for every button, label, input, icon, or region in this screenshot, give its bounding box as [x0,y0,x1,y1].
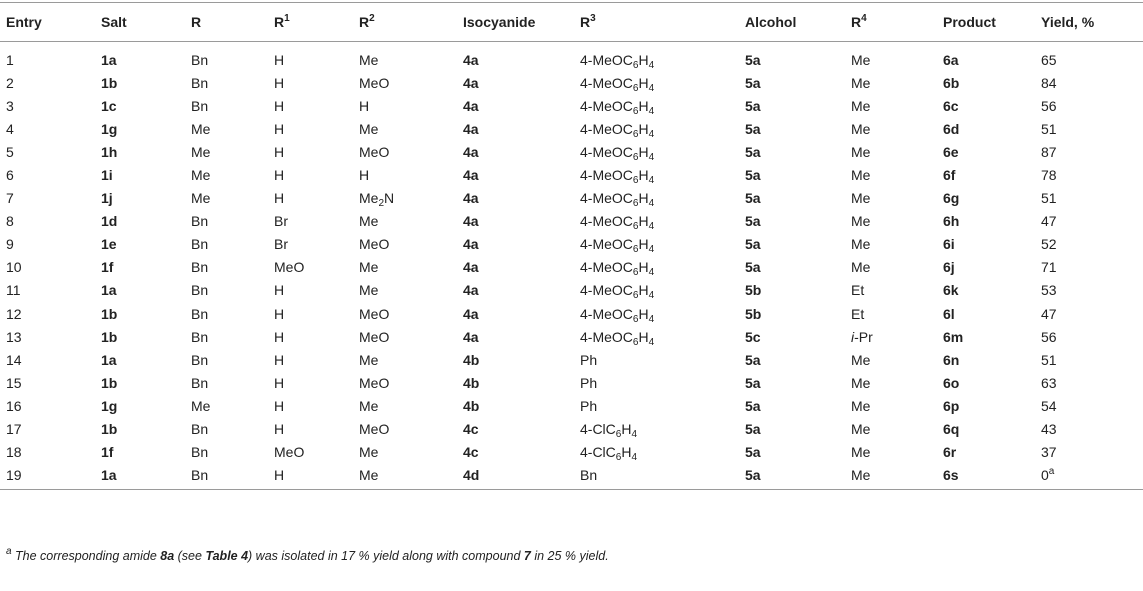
cell-r4: Me [851,259,871,276]
cell-r2: Me [359,444,379,461]
cell-iso: 4a [463,143,479,160]
table-row [0,394,1143,417]
cell-salt: 1b [101,74,118,91]
cell-r2: Me [353,464,457,490]
cell-entry: 15 [6,374,22,391]
cell-r2: Me [359,51,379,68]
cell-r2: Me [359,282,379,299]
cell-r2: Me [359,397,379,414]
cell-yield: 54 [1041,397,1057,414]
cell-r3: $4-ClC_6H_4$ [580,421,638,441]
cell-product: 6f [943,167,956,184]
cell-alcohol: 5a [739,464,845,490]
cell-iso: 4c [463,421,479,438]
cell-alcohol: 5a [745,374,761,391]
cell-salt: 1b [101,328,118,345]
cell-r: Bn [191,259,209,276]
cell-alcohol: 5b [745,282,762,299]
cell-salt: 1a [101,282,117,299]
cell-yield: 65 [1041,51,1057,68]
table-row [0,441,1143,464]
cell-yield: 47 [1041,213,1057,230]
cell-product: 6k [943,282,959,299]
results-table [0,2,1143,490]
col-header-product: Product [937,3,1035,42]
cell-iso: 4a [463,236,479,253]
table-row [0,371,1143,394]
cell-iso: 4a [463,51,479,68]
cell-yield: 51 [1041,351,1057,368]
cell-iso: 4a [463,97,479,114]
cell-r3: $4-MeOC_6H_4$ [580,259,655,279]
footnote-ref-compound: 7 [523,549,531,563]
cell-alcohol: 5a [745,51,761,68]
table-row [0,256,1143,279]
col-header-r2: $R^2$ [353,3,457,42]
cell-r4: Me [845,464,937,490]
table-row [0,348,1143,371]
cell-r3: $4-MeOC_6H_4$ [580,167,655,187]
cell-r: Me [191,397,211,414]
cell-alcohol: 5a [745,259,761,276]
cell-salt: 1j [101,190,113,207]
cell-entry: 3 [6,97,14,114]
cell-product: 6b [943,74,960,91]
cell-product: 6m [943,328,964,345]
cell-r4: Me [851,236,871,253]
cell-r4: Me [851,397,871,414]
cell-iso: 4d [457,464,574,490]
cell-alcohol: 5a [745,190,761,207]
cell-r1: MeO [274,444,305,461]
cell-alcohol: 5a [745,351,761,368]
cell-r1: H [274,167,285,184]
cell-r: Bn [191,351,209,368]
table-row [0,187,1143,210]
cell-r2: H [359,97,370,114]
cell-yield: 71 [1041,259,1057,276]
cell-r4: Et [851,282,865,299]
cell-r1: H [274,74,285,91]
cell-entry: 13 [6,328,22,345]
cell-salt: 1e [101,236,117,253]
cell-iso: 4b [463,374,480,391]
cell-product: 6o [943,374,960,391]
cell-r3: $4-MeOC_6H_4$ [580,51,655,71]
cell-yield: 51 [1041,120,1057,137]
cell-product: 6s [937,464,1035,490]
cell-iso: 4a [463,190,479,207]
footnote-marker: a [6,546,12,557]
cell-r: Bn [191,97,209,114]
footnote-ref-table: Table 4 [205,549,249,563]
cell-r3: $4-MeOC_6H_4$ [580,213,655,233]
cell-yield: 51 [1041,190,1057,207]
cell-salt: 1f [101,259,114,276]
col-header-yield: Yield, % [1035,3,1143,42]
cell-alcohol: 5a [745,143,761,160]
cell-r: Me [191,120,211,137]
cell-r: Bn [191,282,209,299]
cell-entry: 10 [6,259,22,276]
table-row [0,464,1143,490]
cell-product: 6e [943,143,959,160]
cell-salt: 1a [95,464,185,490]
cell-alcohol: 5a [745,97,761,114]
cell-r3: $4-MeOC_6H_4$ [580,236,655,256]
cell-yield: 37 [1041,444,1057,461]
cell-yield: 0$^a$ [1035,464,1143,490]
cell-yield: 56 [1041,328,1057,345]
cell-r: Me [191,190,211,207]
cell-iso: 4a [463,259,479,276]
cell-entry: 18 [6,444,22,461]
cell-r1: H [274,51,285,68]
cell-entry: 8 [6,213,14,230]
cell-r3: $4-MeOC_6H_4$ [580,282,655,302]
cell-product: 6g [943,190,960,207]
cell-r1: H [274,120,285,137]
cell-r: Bn [191,213,209,230]
table-footnote: $^a$ The corresponding amide 8a (see Table 4) was isolated in 17 % yield along with compound 7 in 25 % yield. [6,546,609,563]
cell-salt: 1h [101,143,118,160]
cell-r3: $4-MeOC_6H_4$ [580,120,655,140]
table-body [0,42,1143,490]
cell-r4: Me [851,143,871,160]
cell-r: Bn [191,74,209,91]
cell-r4: Me [851,97,871,114]
cell-product: 6p [943,397,960,414]
header-row [0,3,1143,42]
cell-r3: Ph [580,351,598,368]
cell-iso: 4a [463,120,479,137]
cell-salt: 1b [101,374,118,391]
cell-alcohol: 5a [745,120,761,137]
cell-r1: H [274,397,285,414]
cell-yield: 47 [1041,305,1057,322]
cell-r2: Me [359,120,379,137]
cell-r1: Br [274,236,288,253]
cell-r: Bn [191,51,209,68]
cell-r: Bn [191,236,209,253]
cell-r2: H [359,167,370,184]
cell-product: 6h [943,213,960,230]
cell-yield: 43 [1041,421,1057,438]
cell-r1: H [268,464,353,490]
cell-iso: 4a [463,305,479,322]
cell-r1: H [274,305,285,322]
cell-salt: 1c [101,97,117,114]
cell-r4: Me [851,74,871,91]
cell-alcohol: 5a [745,74,761,91]
cell-entry: 1 [6,51,14,68]
cell-yield: 52 [1041,236,1057,253]
cell-entry: 9 [6,236,14,253]
col-header-salt: Salt [95,3,185,42]
cell-r: Me [191,167,211,184]
footnote-ref-amide: 8a [160,549,175,563]
cell-r4: Me [851,421,871,438]
table-row [0,233,1143,256]
cell-r: Bn [191,421,209,438]
cell-entry: 5 [6,143,14,160]
cell-r2: MeO [359,421,390,438]
cell-entry: 7 [6,190,14,207]
table-row [0,163,1143,186]
cell-product: 6i [943,236,955,253]
cell-product: 6r [943,444,957,461]
cell-r4: Me [851,167,871,184]
cell-salt: 1b [101,421,118,438]
table-row [0,302,1143,325]
table-row [0,210,1143,233]
cell-iso: 4a [463,282,479,299]
cell-r1: H [274,190,285,207]
footnote-marker: a [1048,466,1055,478]
cell-r: Me [191,143,211,160]
cell-product: 6j [943,259,955,276]
cell-r3: $4-MeOC_6H_4$ [580,190,655,210]
cell-yield: 56 [1041,97,1057,114]
cell-r: Bn [191,328,209,345]
cell-iso: 4a [463,328,479,345]
cell-r3: $4-MeOC_6H_4$ [580,97,655,117]
cell-r2: MeO [359,236,390,253]
cell-r4: Me [851,120,871,137]
cell-product: 6c [943,97,959,114]
cell-r4: i-Pr [851,328,873,345]
cell-iso: 4b [463,397,480,414]
cell-entry: 19 [0,464,95,490]
col-header-entry: Entry [0,3,95,42]
col-header-r4: $R^4$ [845,3,937,42]
cell-r1: H [274,282,285,299]
cell-entry: 11 [6,282,21,299]
cell-r: Bn [185,464,268,490]
cell-r3: Ph [580,374,598,391]
cell-r2: Me [359,259,379,276]
cell-r1: H [274,143,285,160]
cell-r2: MeO [359,143,390,160]
cell-yield: 53 [1041,282,1057,299]
cell-r4: Me [851,51,871,68]
cell-r3: $4-MeOC_6H_4$ [580,328,655,348]
cell-entry: 17 [6,421,22,438]
cell-r2: MeO [359,305,390,322]
cell-salt: 1d [101,213,118,230]
cell-r3: Ph [580,397,598,414]
cell-product: 6n [943,351,960,368]
cell-r: Bn [191,305,209,322]
cell-r4: Me [851,374,871,391]
table-row [0,418,1143,441]
cell-alcohol: 5a [745,236,761,253]
cell-alcohol: 5a [745,213,761,230]
cell-salt: 1g [101,120,118,137]
cell-r1: H [274,374,285,391]
cell-iso: 4a [463,167,479,184]
cell-r3: $4-ClC_6H_4$ [580,444,638,464]
cell-r1: H [274,328,285,345]
cell-yield: 63 [1041,374,1057,391]
cell-iso: 4a [463,74,479,91]
table-row [0,140,1143,163]
cell-iso: 4a [463,213,479,230]
cell-r4: Et [851,305,865,322]
cell-r1: H [274,351,285,368]
col-header-r1: $R^1$ [268,3,353,42]
cell-product: 6a [943,51,959,68]
col-header-r3: $R^3$ [574,3,739,42]
cell-entry: 16 [6,397,22,414]
cell-alcohol: 5a [745,421,761,438]
cell-r4: Me [851,444,871,461]
cell-entry: 14 [6,351,22,368]
cell-r3: Bn [574,464,739,490]
cell-r: Bn [191,444,209,461]
cell-salt: 1a [101,351,117,368]
cell-salt: 1i [101,167,113,184]
cell-r2: $Me_2N$ [359,190,395,210]
cell-r4: Me [851,190,871,207]
cell-salt: 1a [101,51,117,68]
cell-r1: MeO [274,259,305,276]
cell-r2: Me [359,213,379,230]
table-row [0,94,1143,117]
cell-product: 6q [943,421,960,438]
cell-alcohol: 5b [745,305,762,322]
cell-product: 6d [943,120,960,137]
cell-yield: 84 [1041,74,1057,91]
cell-alcohol: 5a [745,167,761,184]
col-header-alcohol: Alcohol [739,3,845,42]
table-row [0,325,1143,348]
cell-r3: $4-MeOC_6H_4$ [580,305,655,325]
cell-salt: 1b [101,305,118,322]
cell-r1: H [274,421,285,438]
cell-r2: Me [359,351,379,368]
cell-r2: MeO [359,374,390,391]
cell-alcohol: 5c [745,328,761,345]
table-row [0,279,1143,302]
cell-iso: 4c [463,444,479,461]
cell-entry: 2 [6,74,14,91]
cell-r1: Br [274,213,288,230]
cell-r3: $4-MeOC_6H_4$ [580,143,655,163]
cell-r: Bn [191,374,209,391]
col-header-isocyanide: Isocyanide [457,3,574,42]
cell-r3: $4-MeOC_6H_4$ [580,74,655,94]
table-row [0,117,1143,140]
cell-r2: MeO [359,328,390,345]
cell-product: 6l [943,305,955,322]
cell-r1: H [274,97,285,114]
cell-salt: 1f [101,444,114,461]
cell-iso: 4b [463,351,480,368]
cell-entry: 6 [6,167,14,184]
cell-entry: 12 [6,305,22,322]
cell-salt: 1g [101,397,118,414]
col-header-r: R [185,3,268,42]
cell-yield: 78 [1041,167,1057,184]
cell-alcohol: 5a [745,444,761,461]
table-row [0,42,1143,72]
cell-entry: 4 [6,120,14,137]
table-row [0,71,1143,94]
cell-yield: 87 [1041,143,1057,160]
cell-r4: Me [851,351,871,368]
cell-r2: MeO [359,74,390,91]
cell-r4: Me [851,213,871,230]
cell-alcohol: 5a [745,397,761,414]
